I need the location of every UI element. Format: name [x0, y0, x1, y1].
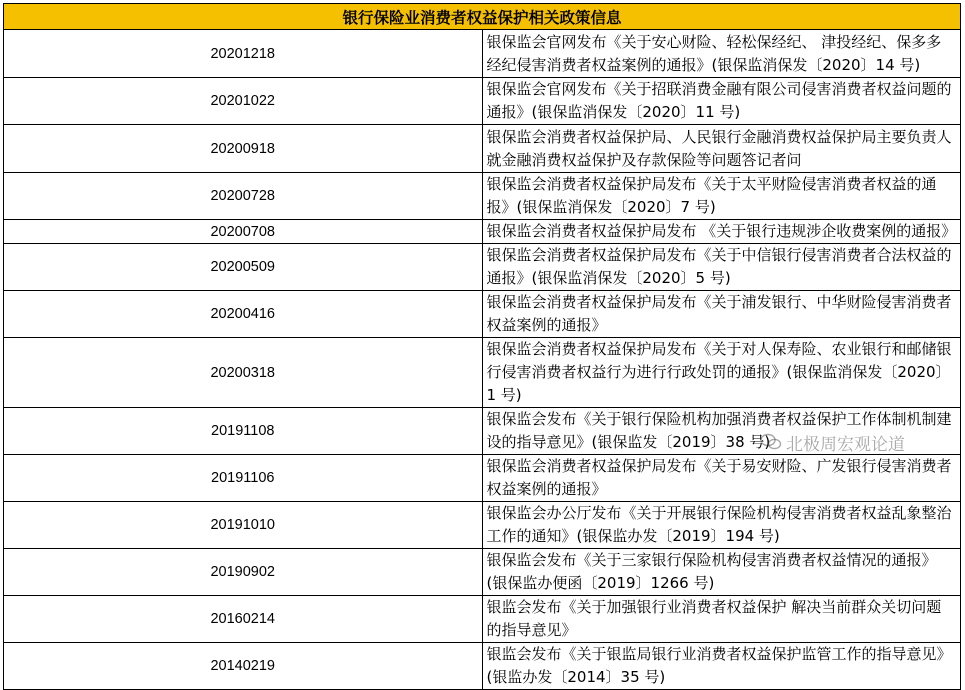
date-cell: 20191010: [4, 502, 483, 549]
table-title-row: [4, 4, 961, 30]
description-cell: 银保监会消费者权益保护局发布《关于对人保寿险、农业银行和邮储银行侵害消费者权益行为进行行政处罚的通报》(银保监消保发〔2020〕1 号): [482, 338, 961, 408]
table-row: [4, 244, 961, 291]
date-cell: 20201022: [4, 78, 483, 125]
date-cell: 20191108: [4, 408, 483, 455]
date-cell: 20201218: [4, 30, 483, 78]
policy-table: [3, 3, 961, 690]
description-cell: 银保监会消费者权益保护局发布《关于中信银行侵害消费者合法权益的通报》(银保监消保发〔2020〕5 号): [482, 244, 961, 291]
date-cell: 20200509: [4, 244, 483, 291]
description-cell: 银保监会办公厅发布《关于开展银行保险机构侵害消费者权益乱象整治工作的通知》(银保监办发〔2019〕194 号): [482, 502, 961, 549]
date-cell: 20160214: [4, 596, 483, 643]
description-cell: 银监会发布《关于银监局银行业消费者权益保护监管工作的指导意见》(银监办发〔2014〕35 号): [482, 643, 961, 690]
watermark-text: 北极周宏观论道: [786, 434, 905, 455]
table-row: [4, 173, 961, 220]
table-row: [4, 408, 961, 455]
table-row: [4, 643, 961, 690]
description-cell: 银保监会官网发布《关于招联消费金融有限公司侵害消费者权益问题的通报》(银保监消保发〔2020〕11 号): [482, 78, 961, 125]
table-row: [4, 502, 961, 549]
description-cell: 银保监会官网发布《关于安心财险、轻松保经纪、 津投经纪、保多多经纪侵害消费者权益案例的通报》(银保监消保发〔2020〕14 号): [482, 30, 961, 78]
date-cell: 20140219: [4, 643, 483, 690]
table-row: [4, 78, 961, 125]
description-cell: 银保监会发布《关于银行保险机构加强消费者权益保护工作体制机制建设的指导意见》(银保监发〔2019〕38 号): [482, 408, 961, 455]
table-title: 银行保险业消费者权益保护相关政策信息: [4, 4, 961, 30]
description-cell: 银保监会消费者权益保护局发布《关于太平财险侵害消费者权益的通报》(银保监消保发〔2020〕7 号): [482, 173, 961, 220]
date-cell: 20200918: [4, 125, 483, 173]
date-cell: 20190902: [4, 549, 483, 596]
description-cell: 银保监会消费者权益保护局发布《关于易安财险、广发银行侵害消费者权益案例的通报》: [482, 455, 961, 502]
table-row: [4, 125, 961, 173]
date-cell: 20200318: [4, 338, 483, 408]
date-cell: 20200728: [4, 173, 483, 220]
date-cell: 20200416: [4, 291, 483, 338]
description-cell: 银保监会消费者权益保护局、人民银行金融消费权益保护局主要负责人就金融消费权益保护及存款保险等问题答记者问: [482, 125, 961, 173]
table-row: [4, 596, 961, 643]
table-row: [4, 30, 961, 78]
date-cell: 20200708: [4, 220, 483, 244]
table-row: [4, 455, 961, 502]
date-cell: 20191106: [4, 455, 483, 502]
description-cell: 银保监会消费者权益保护局发布 《关于银行违规涉企收费案例的通报》: [482, 220, 961, 244]
description-cell: 银保监会发布《关于三家银行保险机构侵害消费者权益情况的通报》(银保监办便函〔2019〕1266 号): [482, 549, 961, 596]
description-cell: 银保监会消费者权益保护局发布《关于浦发银行、中华财险侵害消费者权益案例的通报》: [482, 291, 961, 338]
description-cell: 银监会发布《关于加强银行业消费者权益保护 解决当前群众关切问题的指导意见》: [482, 596, 961, 643]
table-row: [4, 220, 961, 244]
table-row: [4, 549, 961, 596]
table-row: [4, 338, 961, 408]
table-row: [4, 291, 961, 338]
